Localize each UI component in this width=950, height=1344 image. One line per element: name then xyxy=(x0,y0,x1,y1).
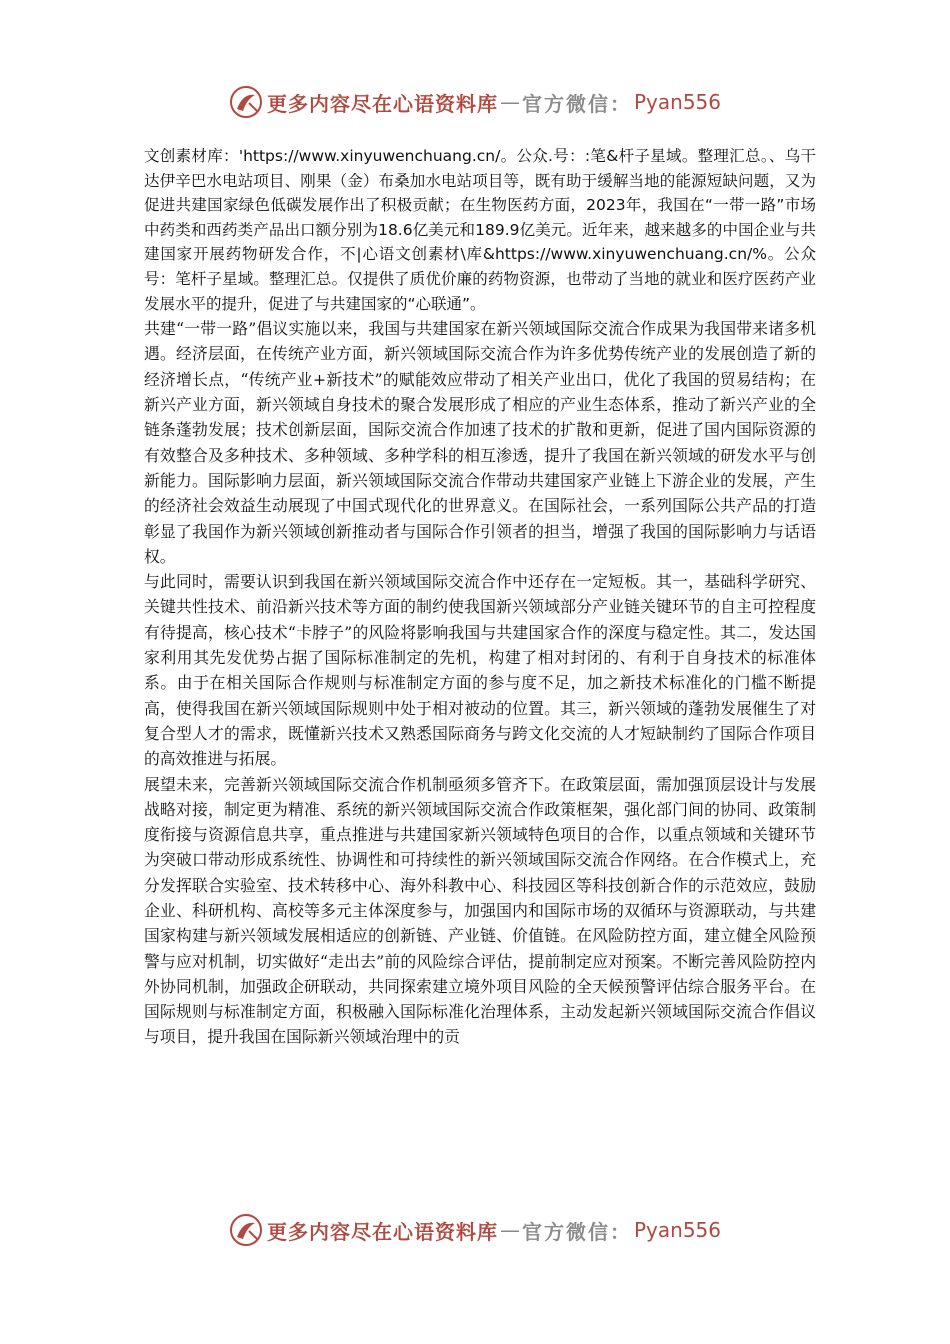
paragraph-opportunities: 共建“一带一路”倡议实施以来，我国与共建国家在新兴领域国际交流合作成果为我国带来诸多机遇。经济层面，在传统产业方面，新兴领域国际交流合作为许多优势传统产业的发展创造了新的经济增长点，“传统产业+新技术”的赋能效应带动了相关产业出口，优化了我国的贸易结构；在新兴产业方面，新兴领域自身技术的聚合发展形成了相应的产业生态体系，推动了新兴产业的全链条蓬勃发展；技术创新层面，国际交流合作加速了技术的扩散和更新，促进了国内国际资源的有效整合及多种技术、多种领域、多种学科的相互渗透，提升了我国在新兴领域的研发水平与创新能力。国际影响力层面，新兴领域国际交流合作带动共建国家产业链上下游企业的发展，产生的经济社会效益生动展现了中国式现代化的世界意义。在国际社会，一系列国际公共产品的打造彰显了我国作为新兴领域创新推动者与国际合作引领者的担当，增强了我国的国际影响力与话语权。 xyxy=(144,319,816,566)
banner-official-label: 官方微信： xyxy=(521,91,632,116)
banner-wechat-id: Pyan556 xyxy=(633,90,721,114)
banner-title: 更多内容尽在心语资料库 xyxy=(266,1219,498,1244)
lead-paragraph: 文创素材库：'https://www.xinyuwenchuang.cn/。公众.号：:笔&杆子星域。整理汇总。、乌干达伊辛巴水电站项目、刚果（金）布桑加水电站项目等，既有助于缓解当地的能源短缺问题，又为促进共建国家绿色低碳发展作出了积极贡献；在生物医药方面，2023年，我国在“一带一路”市场中药类和西药类产品出口额分别为18.6亿美元和189.9亿美元。近年来，越来越多的中国企业与共建国家开展药物研发合作，不|心语文创素材\库&https://www.xinyuwenchuang.cn/%。公众号：笔杆子星域。整理汇总。仅提供了质优价廉的药物资源，也带动了当地的就业和医疗医药产业发展水平的提升，促进了与共建国家的“心联通”。 xyxy=(144,147,816,313)
footer-banner xyxy=(0,1208,950,1252)
header-banner xyxy=(0,80,950,124)
banner-official-label: 官方微信： xyxy=(521,1219,632,1244)
brand-logo-icon xyxy=(229,1213,263,1247)
banner-title: 更多内容尽在心语资料库 xyxy=(266,91,498,116)
banner-wechat-id: Pyan556 xyxy=(633,1218,721,1242)
banner-separator: — xyxy=(499,90,520,114)
banner-separator: — xyxy=(499,1218,520,1242)
brand-logo-icon xyxy=(229,85,263,119)
paragraph-outlook: 展望未来，完善新兴领域国际交流合作机制亟须多管齐下。在政策层面，需加强顶层设计与发展战略对接，制定更为精准、系统的新兴领域国际交流合作政策框架，强化部门间的协同、政策制度衔接与资源信息共享，重点推进与共建国家新兴领域特色项目的合作，以重点领域和关键环节为突破口带动形成系统性、协调性和可持续性的新兴领域国际交流合作网络。在合作模式上，充分发挥联合实验室、技术转移中心、海外科教中心、科技园区等科技创新合作的示范效应，鼓励企业、科研机构、高校等多元主体深度参与，加强国内和国际市场的双循环与资源联动，与共建国家构建与新兴领域发展相适应的创新链、产业链、价值链。在风险防控方面，建立健全风险预警与应对机制，切实做好“走出去”前的风险综合评估，提前制定应对预案。不断完善风险防控内外协同机制，加强政企研联动，共同探索建立境外项目风险的全天候预警评估综合服务平台。在国际规则与标准制定方面，积极融入国际标准化治理体系，主动发起新兴领域国际交流合作倡议与项目，提升我国在国际新兴领域治理中的贡 xyxy=(144,774,816,1047)
document-body xyxy=(144,144,816,1050)
paragraph-shortcomings: 与此同时，需要认识到我国在新兴领域国际交流合作中还存在一定短板。其一，基础科学研究、关键共性技术、前沿新兴技术等方面的制约使我国新兴领域部分产业链关键环节的自主可控程度有待提高，核心技术“卡脖子”的风险将影响我国与共建国家合作的深度与稳定性。其二，发达国家利用其先发优势占据了国际标准制定的先机，构建了相对封闭的、有利于自身技术的标准体系。由于在相关国际合作规则与标准制定方面的参与度不足，加之新技术标准化的门槛不断提高，使得我国在新兴领域国际规则中处于相对被动的位置。其三，新兴领域的蓬勃发展催生了对复合型人才的需求，既懂新兴技术又熟悉国际商务与跨文化交流的人才短缺制约了国际合作项目的高效推进与拓展。 xyxy=(144,572,816,769)
